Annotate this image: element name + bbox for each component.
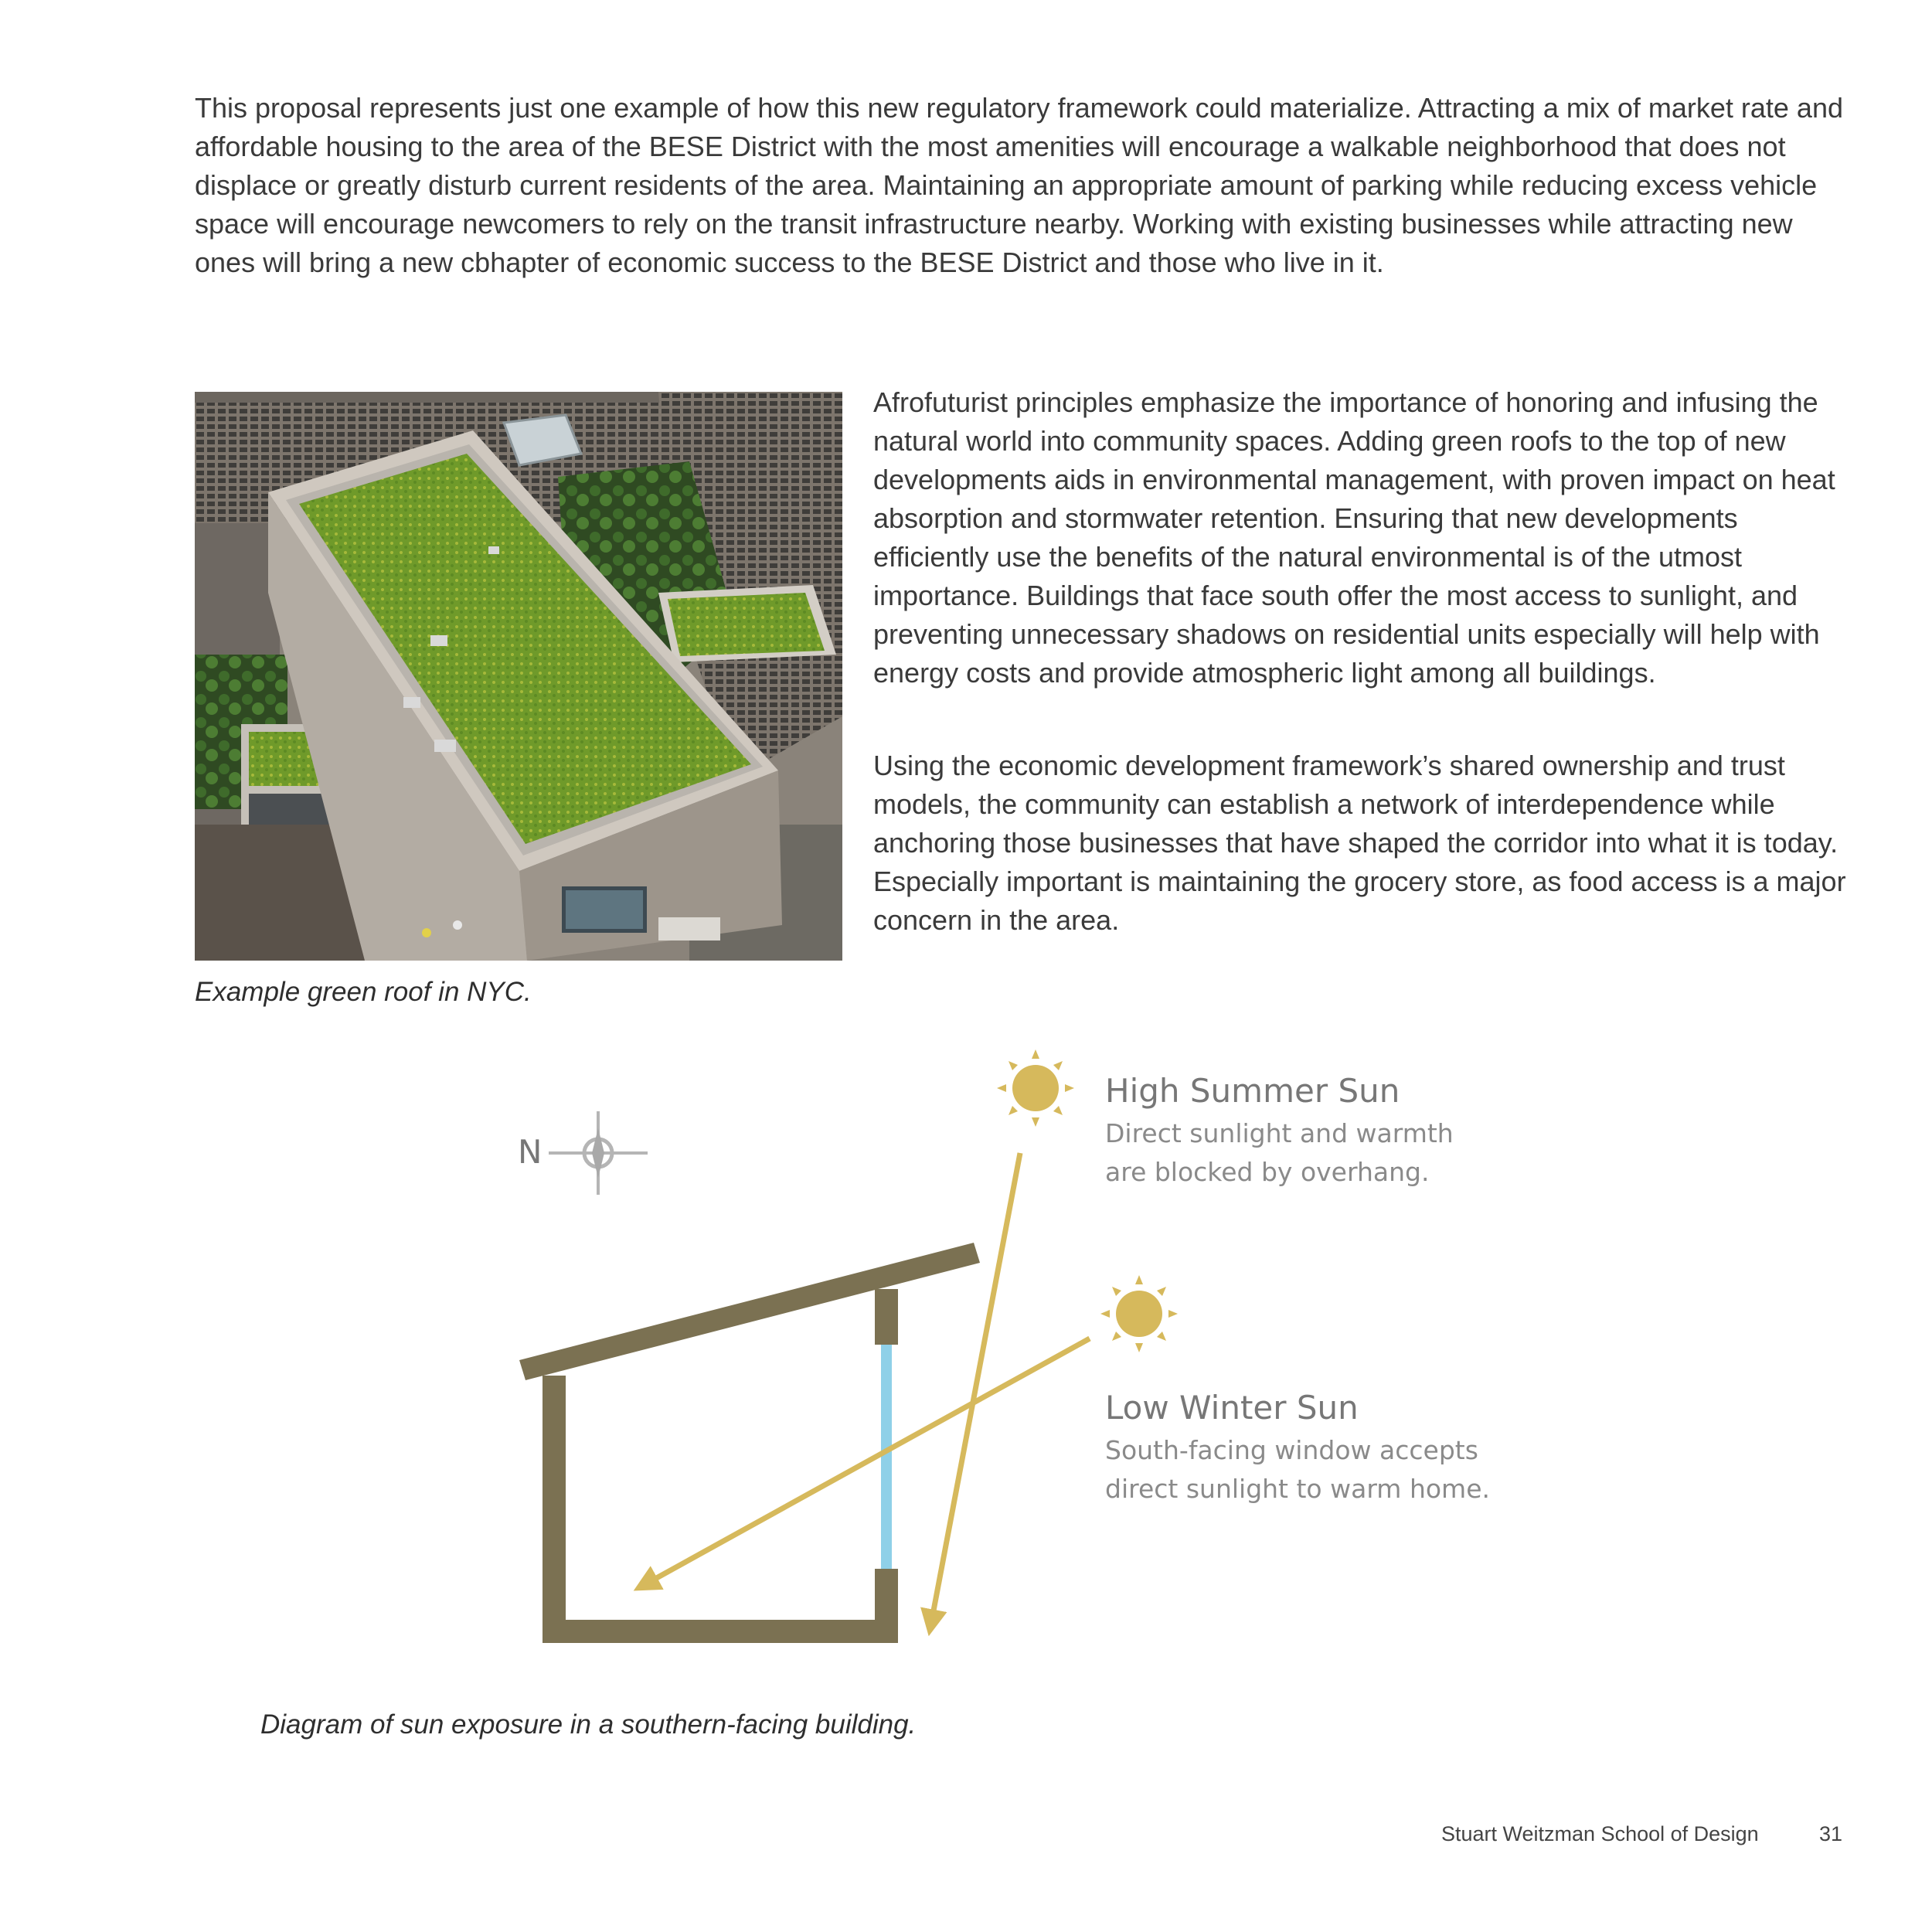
diagram-caption: Diagram of sun exposure in a southern-facing building. [260,1709,917,1740]
intro-paragraph: This proposal represents just one example of how this new regulatory framework could materialize. Attracting a mix of market rate and affordable housing to the area of the BESE District with the most amenities will encourage a walkable neighborhood that does not displace or greatly disturb current residents of the area. Maintaining an appropriate amount of parking while reducing excess vehicle space will encourage newcomers to rely on the transit infrastructure nearby. Working with existing businesses while attracting new ones will bring a new cbhapter of economic success to the BESE District and those who live in it. [195,92,1843,278]
compass-north-label: N [518,1133,543,1171]
winter-sun-title: Low Winter Sun [1105,1389,1359,1427]
page-number: 31 [1819,1822,1843,1845]
sun-exposure-diagram [479,1028,1577,1662]
summer-sun-icon [997,1049,1074,1127]
south-wall-upper [875,1289,898,1345]
economic-paragraph: Using the economic development framework’s shared ownership and trust models, the community can establish a network of interdependence while anchoring those businesses that have shaped the corridor into what it is today. Especially important is maintaining the grocery store, as food access is a major concern in the area. [873,750,1846,936]
afrofuturist-paragraph: Afrofuturist principles emphasize the importance of honoring and infusing the natural world into community spaces. Adding green roofs to the top of new developments aids in environmental management, with proven impact on heat absorption and stormwater retention. Ensuring that new developments efficiently use the benefits of the natural environmental is of the utmost importance. Buildings that face south offer the most access to sunlight, and preventing unnecessary shadows on residential units especially will help with energy costs and provide atmospheric light among all buildings. [873,386,1835,689]
green-roof-photo [195,392,842,961]
winter-sun-ray [645,1338,1090,1584]
summer-sun-title: High Summer Sun [1105,1072,1400,1110]
summer-sun-ray [931,1153,1020,1623]
photo-caption: Example green roof in NYC. [195,977,532,1007]
winter-sun-desc-2: direct sunlight to warm home. [1105,1474,1490,1504]
floor [543,1620,898,1643]
summer-sun-desc-1: Direct sunlight and warmth [1105,1118,1454,1148]
north-wall [543,1376,566,1643]
roof-overhang [519,1243,980,1380]
south-wall-lower [875,1569,898,1643]
winter-sun-desc-1: South-facing window accepts [1105,1435,1478,1465]
south-window [881,1345,892,1569]
compass-icon [549,1111,648,1195]
winter-sun-icon [1100,1275,1178,1352]
summer-sun-desc-2: are blocked by overhang. [1105,1157,1430,1187]
house-section [519,1243,980,1643]
footer-school-name: Stuart Weitzman School of Design [1441,1822,1759,1845]
